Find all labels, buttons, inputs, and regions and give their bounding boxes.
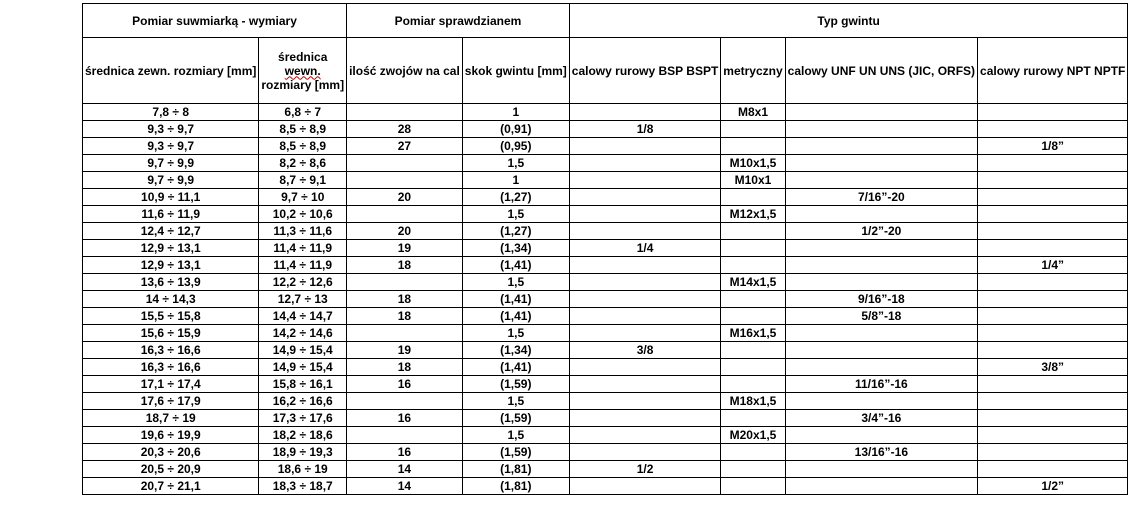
cell-bsp <box>569 274 721 291</box>
cell-inner-diameter: 6,8 ÷ 7 <box>259 104 347 121</box>
cell-bsp <box>569 155 721 172</box>
cell-thread-pitch: 1,5 <box>462 274 569 291</box>
cell-inner-diameter: 11,3 ÷ 11,6 <box>259 223 347 240</box>
col-header-bsp: calowy rurowy BSP BSPT <box>569 38 721 104</box>
cell-metric <box>721 478 785 495</box>
cell-inner-diameter: 10,2 ÷ 10,6 <box>259 206 347 223</box>
cell-unf <box>785 172 977 189</box>
cell-npt <box>978 410 1128 427</box>
cell-npt <box>978 342 1128 359</box>
cell-inner-diameter: 14,4 ÷ 14,7 <box>259 308 347 325</box>
cell-threads-per-inch: 16 <box>347 376 463 393</box>
cell-inner-diameter: 15,8 ÷ 16,1 <box>259 376 347 393</box>
cell-thread-pitch: (1,34) <box>462 342 569 359</box>
cell-metric <box>721 461 785 478</box>
cell-inner-diameter: 14,9 ÷ 15,4 <box>259 359 347 376</box>
cell-threads-per-inch: 18 <box>347 308 463 325</box>
cell-npt: 1/8” <box>978 138 1128 155</box>
cell-unf <box>785 138 977 155</box>
cell-outer-diameter: 20,5 ÷ 20,9 <box>83 461 259 478</box>
cell-threads-per-inch: 18 <box>347 257 463 274</box>
cell-outer-diameter: 16,3 ÷ 16,6 <box>83 342 259 359</box>
table-row <box>83 121 1128 138</box>
cell-bsp <box>569 257 721 274</box>
cell-outer-diameter: 9,3 ÷ 9,7 <box>83 138 259 155</box>
cell-metric <box>721 291 785 308</box>
cell-metric: M10x1,5 <box>721 155 785 172</box>
table-row <box>83 308 1128 325</box>
cell-inner-diameter: 14,9 ÷ 15,4 <box>259 342 347 359</box>
col-header-npt: calowy rurowy NPT NPTF <box>978 38 1128 104</box>
cell-threads-per-inch: 28 <box>347 121 463 138</box>
cell-thread-pitch: (0,95) <box>462 138 569 155</box>
cell-bsp <box>569 393 721 410</box>
cell-thread-pitch: (1,41) <box>462 308 569 325</box>
cell-thread-pitch: (1,41) <box>462 257 569 274</box>
table-row <box>83 359 1128 376</box>
cell-inner-diameter: 17,3 ÷ 17,6 <box>259 410 347 427</box>
cell-metric: M20x1,5 <box>721 427 785 444</box>
cell-thread-pitch: (1,27) <box>462 223 569 240</box>
table-row <box>83 410 1128 427</box>
cell-bsp <box>569 172 721 189</box>
cell-npt <box>978 444 1128 461</box>
cell-metric: M18x1,5 <box>721 393 785 410</box>
cell-metric: M16x1,5 <box>721 325 785 342</box>
cell-outer-diameter: 17,6 ÷ 17,9 <box>83 393 259 410</box>
header-group-row <box>83 4 1128 38</box>
cell-inner-diameter: 8,7 ÷ 9,1 <box>259 172 347 189</box>
col-header-unf: calowy UNF UN UNS (JIC, ORFS) <box>785 38 977 104</box>
cell-inner-diameter: 18,3 ÷ 18,7 <box>259 478 347 495</box>
cell-threads-per-inch: 16 <box>347 410 463 427</box>
cell-threads-per-inch <box>347 172 463 189</box>
cell-metric: M8x1 <box>721 104 785 121</box>
cell-bsp <box>569 478 721 495</box>
cell-outer-diameter: 10,9 ÷ 11,1 <box>83 189 259 206</box>
cell-outer-diameter: 9,7 ÷ 9,9 <box>83 172 259 189</box>
col-header-metric: metryczny <box>721 38 785 104</box>
cell-npt <box>978 393 1128 410</box>
cell-unf <box>785 478 977 495</box>
cell-unf: 13/16”-16 <box>785 444 977 461</box>
cell-unf <box>785 342 977 359</box>
cell-outer-diameter: 7,8 ÷ 8 <box>83 104 259 121</box>
cell-threads-per-inch: 19 <box>347 240 463 257</box>
cell-npt <box>978 427 1128 444</box>
cell-bsp <box>569 308 721 325</box>
cell-outer-diameter: 12,4 ÷ 12,7 <box>83 223 259 240</box>
col-header-inner-diameter <box>259 38 347 104</box>
cell-unf <box>785 325 977 342</box>
cell-npt <box>978 308 1128 325</box>
cell-bsp: 1/4 <box>569 240 721 257</box>
cell-threads-per-inch: 16 <box>347 444 463 461</box>
cell-unf: 9/16”-18 <box>785 291 977 308</box>
cell-metric <box>721 444 785 461</box>
cell-metric <box>721 376 785 393</box>
cell-metric <box>721 240 785 257</box>
cell-thread-pitch: (1,59) <box>462 444 569 461</box>
cell-npt <box>978 291 1128 308</box>
cell-threads-per-inch <box>347 325 463 342</box>
thread-size-table <box>82 3 1128 495</box>
col-header-outer-diameter: średnica zewn. rozmiary [mm] <box>83 38 259 104</box>
cell-bsp <box>569 104 721 121</box>
cell-metric <box>721 359 785 376</box>
cell-metric: M14x1,5 <box>721 274 785 291</box>
table-row <box>83 240 1128 257</box>
cell-bsp <box>569 291 721 308</box>
cell-inner-diameter: 9,7 ÷ 10 <box>259 189 347 206</box>
cell-threads-per-inch <box>347 427 463 444</box>
cell-thread-pitch: (1,41) <box>462 291 569 308</box>
cell-bsp <box>569 376 721 393</box>
cell-outer-diameter: 20,7 ÷ 21,1 <box>83 478 259 495</box>
table-row <box>83 274 1128 291</box>
cell-outer-diameter: 9,7 ÷ 9,9 <box>83 155 259 172</box>
cell-inner-diameter: 8,5 ÷ 8,9 <box>259 121 347 138</box>
table-row <box>83 427 1128 444</box>
cell-thread-pitch: (1,34) <box>462 240 569 257</box>
cell-threads-per-inch: 18 <box>347 359 463 376</box>
cell-threads-per-inch: 14 <box>347 461 463 478</box>
cell-outer-diameter: 14 ÷ 14,3 <box>83 291 259 308</box>
cell-npt <box>978 104 1128 121</box>
cell-inner-diameter: 18,9 ÷ 19,3 <box>259 444 347 461</box>
cell-outer-diameter: 13,6 ÷ 13,9 <box>83 274 259 291</box>
cell-outer-diameter: 18,7 ÷ 19 <box>83 410 259 427</box>
cell-unf: 11/16”-16 <box>785 376 977 393</box>
cell-bsp <box>569 444 721 461</box>
cell-unf <box>785 274 977 291</box>
col-header-thread-pitch: skok gwintu [mm] <box>462 38 569 104</box>
cell-npt <box>978 121 1128 138</box>
cell-thread-pitch: (1,41) <box>462 359 569 376</box>
cell-unf <box>785 104 977 121</box>
cell-outer-diameter: 16,3 ÷ 16,6 <box>83 359 259 376</box>
cell-bsp <box>569 138 721 155</box>
cell-inner-diameter: 11,4 ÷ 11,9 <box>259 257 347 274</box>
cell-unf <box>785 393 977 410</box>
cell-bsp <box>569 427 721 444</box>
col-header-inner-line1: średnica <box>278 49 328 64</box>
cell-unf <box>785 257 977 274</box>
cell-thread-pitch: (1,59) <box>462 410 569 427</box>
cell-unf: 7/16”-20 <box>785 189 977 206</box>
cell-unf <box>785 359 977 376</box>
cell-npt <box>978 206 1128 223</box>
cell-thread-pitch: 1,5 <box>462 155 569 172</box>
cell-outer-diameter: 15,5 ÷ 15,8 <box>83 308 259 325</box>
cell-npt <box>978 223 1128 240</box>
cell-outer-diameter: 12,9 ÷ 13,1 <box>83 240 259 257</box>
table-body <box>83 104 1128 495</box>
cell-threads-per-inch: 20 <box>347 189 463 206</box>
cell-outer-diameter: 19,6 ÷ 19,9 <box>83 427 259 444</box>
table-row <box>83 257 1128 274</box>
cell-npt <box>978 189 1128 206</box>
table-row <box>83 291 1128 308</box>
cell-metric <box>721 257 785 274</box>
cell-metric: M12x1,5 <box>721 206 785 223</box>
cell-unf <box>785 461 977 478</box>
cell-npt: 1/4” <box>978 257 1128 274</box>
cell-metric <box>721 223 785 240</box>
table-row <box>83 376 1128 393</box>
cell-bsp: 1/2 <box>569 461 721 478</box>
table-row <box>83 478 1128 495</box>
cell-unf <box>785 155 977 172</box>
cell-thread-pitch: (1,59) <box>462 376 569 393</box>
cell-threads-per-inch: 19 <box>347 342 463 359</box>
cell-npt <box>978 461 1128 478</box>
cell-outer-diameter: 17,1 ÷ 17,4 <box>83 376 259 393</box>
cell-thread-pitch: 1,5 <box>462 206 569 223</box>
cell-threads-per-inch <box>347 155 463 172</box>
col-header-inner-line2: wewn. <box>284 63 321 78</box>
cell-bsp <box>569 359 721 376</box>
cell-bsp <box>569 325 721 342</box>
cell-outer-diameter: 12,9 ÷ 13,1 <box>83 257 259 274</box>
cell-npt <box>978 155 1128 172</box>
col-header-threads-per-inch: ilość zwojów na cal <box>347 38 463 104</box>
cell-threads-per-inch: 20 <box>347 223 463 240</box>
cell-inner-diameter: 8,5 ÷ 8,9 <box>259 138 347 155</box>
cell-metric <box>721 189 785 206</box>
cell-inner-diameter: 18,2 ÷ 18,6 <box>259 427 347 444</box>
table-row <box>83 104 1128 121</box>
table-row <box>83 206 1128 223</box>
cell-thread-pitch: 1,5 <box>462 393 569 410</box>
cell-inner-diameter: 18,6 ÷ 19 <box>259 461 347 478</box>
cell-thread-pitch: (1,27) <box>462 189 569 206</box>
table-row <box>83 138 1128 155</box>
col-header-inner-line3: rozmiary [mm] <box>261 77 345 92</box>
table-row <box>83 393 1128 410</box>
cell-bsp <box>569 223 721 240</box>
cell-metric <box>721 121 785 138</box>
cell-unf <box>785 240 977 257</box>
cell-inner-diameter: 12,2 ÷ 12,6 <box>259 274 347 291</box>
cell-thread-pitch: (0,91) <box>462 121 569 138</box>
cell-unf <box>785 206 977 223</box>
cell-npt: 3/8” <box>978 359 1128 376</box>
cell-unf <box>785 121 977 138</box>
cell-npt <box>978 325 1128 342</box>
cell-outer-diameter: 11,6 ÷ 11,9 <box>83 206 259 223</box>
cell-metric <box>721 138 785 155</box>
cell-threads-per-inch: 14 <box>347 478 463 495</box>
table-row <box>83 461 1128 478</box>
cell-metric <box>721 308 785 325</box>
cell-bsp <box>569 189 721 206</box>
table-header <box>83 4 1128 104</box>
cell-unf: 3/4”-16 <box>785 410 977 427</box>
cell-metric <box>721 342 785 359</box>
group-header-gauge: Pomiar sprawdzianem <box>347 4 570 38</box>
cell-threads-per-inch <box>347 393 463 410</box>
cell-threads-per-inch <box>347 206 463 223</box>
cell-unf: 1/2”-20 <box>785 223 977 240</box>
cell-bsp: 3/8 <box>569 342 721 359</box>
cell-thread-pitch: (1,81) <box>462 461 569 478</box>
cell-npt <box>978 376 1128 393</box>
cell-npt: 1/2” <box>978 478 1128 495</box>
cell-threads-per-inch <box>347 274 463 291</box>
table-row <box>83 444 1128 461</box>
cell-outer-diameter: 20,3 ÷ 20,6 <box>83 444 259 461</box>
cell-outer-diameter: 9,3 ÷ 9,7 <box>83 121 259 138</box>
cell-threads-per-inch: 27 <box>347 138 463 155</box>
cell-bsp: 1/8 <box>569 121 721 138</box>
cell-inner-diameter: 16,2 ÷ 16,6 <box>259 393 347 410</box>
table-row <box>83 325 1128 342</box>
cell-threads-per-inch: 18 <box>347 291 463 308</box>
cell-inner-diameter: 8,2 ÷ 8,6 <box>259 155 347 172</box>
cell-bsp <box>569 410 721 427</box>
table-row <box>83 172 1128 189</box>
cell-thread-pitch: (1,81) <box>462 478 569 495</box>
cell-inner-diameter: 11,4 ÷ 11,9 <box>259 240 347 257</box>
cell-thread-pitch: 1 <box>462 104 569 121</box>
cell-metric: M10x1 <box>721 172 785 189</box>
cell-unf <box>785 427 977 444</box>
cell-outer-diameter: 15,6 ÷ 15,9 <box>83 325 259 342</box>
cell-thread-pitch: 1,5 <box>462 427 569 444</box>
cell-thread-pitch: 1 <box>462 172 569 189</box>
cell-unf: 5/8”-18 <box>785 308 977 325</box>
cell-inner-diameter: 14,2 ÷ 14,6 <box>259 325 347 342</box>
table-row <box>83 155 1128 172</box>
header-sub-row <box>83 38 1128 104</box>
cell-npt <box>978 240 1128 257</box>
table-row <box>83 189 1128 206</box>
cell-thread-pitch: 1,5 <box>462 325 569 342</box>
cell-bsp <box>569 206 721 223</box>
table-row <box>83 223 1128 240</box>
cell-threads-per-inch <box>347 104 463 121</box>
cell-npt <box>978 172 1128 189</box>
table-row <box>83 342 1128 359</box>
group-header-caliper: Pomiar suwmiarką - wymiary <box>83 4 347 38</box>
cell-metric <box>721 410 785 427</box>
cell-npt <box>978 274 1128 291</box>
group-header-thread-type: Typ gwintu <box>569 4 1128 38</box>
cell-inner-diameter: 12,7 ÷ 13 <box>259 291 347 308</box>
